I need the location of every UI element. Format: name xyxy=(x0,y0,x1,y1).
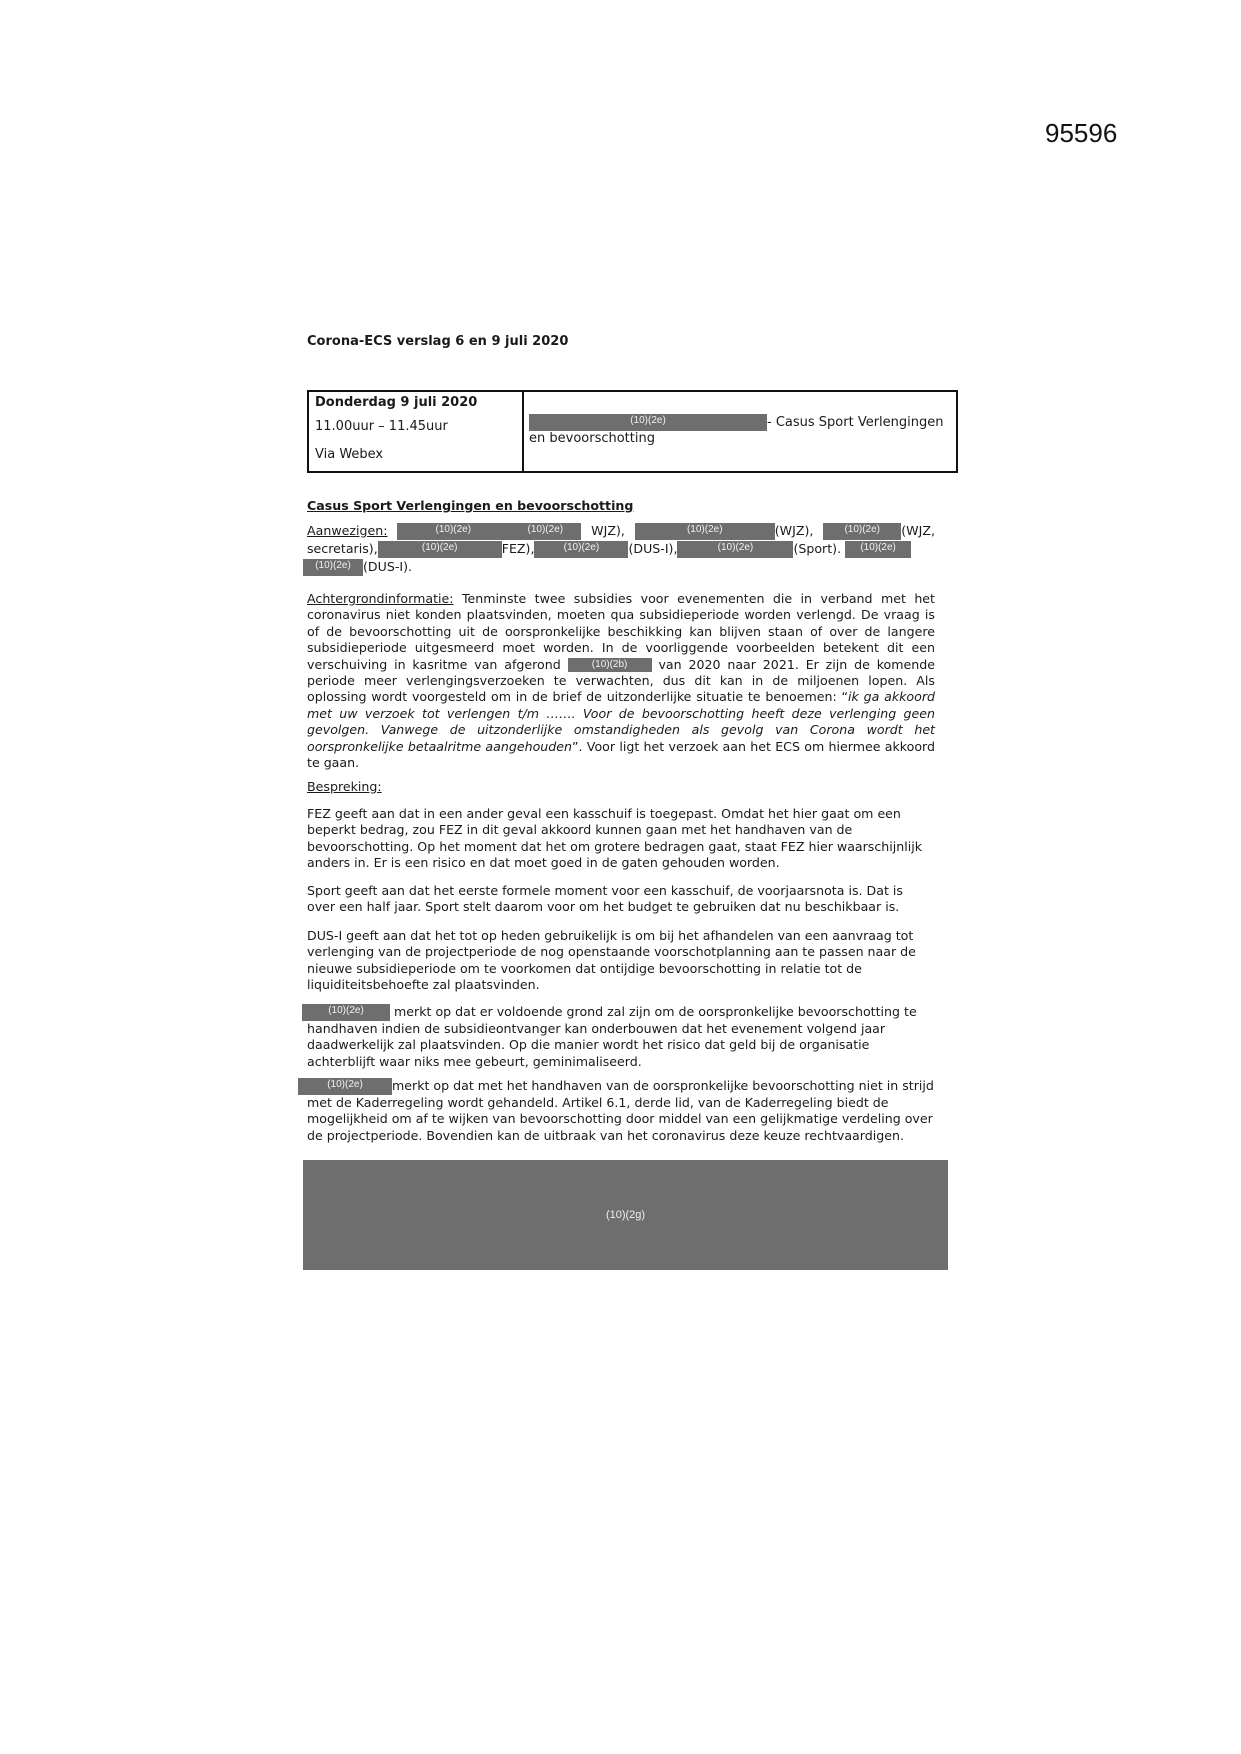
redaction-code: (10)(2g) xyxy=(605,1209,646,1221)
redaction-box: (10)(2e) xyxy=(534,541,628,558)
discussion-label: Bespreking: xyxy=(307,779,382,794)
redaction-box: (10)(2e) xyxy=(303,559,363,576)
background-text: ”. Voor ligt het verzoek aan het ECS om hiermee akkoord te gaan. xyxy=(307,738,935,771)
meeting-details xyxy=(309,392,524,471)
redaction-box: (10)(2e) xyxy=(378,541,502,558)
redaction-box: (10)(2b) xyxy=(568,658,652,672)
meeting-topic-text: - Casus Sport Verlengingen en bevoorschotting xyxy=(529,415,944,446)
redaction-box: (10)(2e) xyxy=(529,414,767,431)
paragraph-remark-1 xyxy=(307,1004,935,1070)
attendee-text: (WJZ), xyxy=(774,523,814,538)
redaction-box: (10)(2e) xyxy=(845,541,911,558)
background-text: Tenminste twee subsidies voor evenementen die in verband met het coronavirus niet konden plaatsvinden, moeten qua subsidieperiode worden verlengd. De vraag is of de bevoorschotting uit de oorspronkelijke beschikking kan blijven staan of over de langere subsidieperiode uitgesmeerd moet worden. In de voorliggende voorbeelden betekent dit een verschuiving in kasritme van afgerond xyxy=(307,591,935,672)
paragraph-remark-2 xyxy=(307,1078,935,1144)
paragraph-fez: FEZ geeft aan dat in een ander geval een kasschuif is toegepast. Omdat het hier gaat om een beperkt bedrag, zou FEZ in dit geval akkoord kunnen gaan met het handhaven van de bevoorschotting. Op het moment dat het om grotere bedragen gaat, staat FEZ hier waarschijnlijk anders in. Er is een risico en dat moet goed in de gaten gehouden worden. xyxy=(307,806,923,871)
meeting-day: Donderdag 9 juli 2020 xyxy=(315,395,478,410)
attendee-text: secretaris), xyxy=(307,541,378,556)
attendee-text: (WJZ, xyxy=(901,523,935,538)
paragraph-dusi: DUS-I geeft aan dat het tot op heden gebruikelijk is om bij het afhandelen van een aanvraag tot verlenging van de projectperiode de nog openstaande voorschotplanning aan te passen naar de nieuwe subsidieperiode om te voorkomen dat ontijdige bevoorschotting in relatie tot de liquiditeitsbehoefte zal plaatsvinden. xyxy=(307,928,916,993)
redaction-box: (10)(2e) xyxy=(298,1078,392,1095)
attendee-text: FEZ), xyxy=(501,541,535,556)
attendees-paragraph xyxy=(307,522,935,576)
document-number: 95596 xyxy=(1045,118,1118,148)
background-text: van 2020 naar 2021. Er zijn de komende periode meer verlengingsverzoeken te verwachten, dus dit kan in de miljoenen lopen. Als oplossing wordt voorgesteld om in de brief de uitzonderlijke situatie te benoemen: “ xyxy=(307,656,935,705)
meeting-time: 11.00uur – 11.45uur xyxy=(315,419,448,434)
redaction-box: (10)(2e) xyxy=(302,1004,390,1021)
redaction-box: (10)(2e) xyxy=(397,523,509,540)
redaction-box: (10)(2e) xyxy=(635,523,775,540)
attendee-text: (DUS-I), xyxy=(628,541,678,556)
background-label: Achtergrondinformatie: xyxy=(307,591,454,606)
background-paragraph xyxy=(307,591,935,771)
background-quote: ik ga akkoord met uw verzoek tot verlengen t/m ……. Voor de bevoorschotting heeft deze verlenging geen gevolgen. Vanwege de uitzonderlijke omstandigheden als gevolg van Corona wordt het oorspronkelijke betaalritme aangehouden xyxy=(307,689,935,754)
attendees-label: Aanwezigen: xyxy=(307,523,388,538)
attendee-text: (DUS-I). xyxy=(363,559,412,574)
attendee-text: WJZ), xyxy=(591,523,625,538)
paragraph-sport: Sport geeft aan dat het eerste formele moment voor een kasschuif, de voorjaarsnota is. Dat is over een half jaar. Sport stelt daarom voor om het budget te gebruiken dat nu beschikbaar is. xyxy=(307,883,903,915)
redaction-box: (10)(2e) xyxy=(509,523,581,540)
remark-2-text: merkt op dat met het handhaven van de oorspronkelijke bevoorschotting niet in strijd met de Kaderregeling wordt gehandeld. Artikel 6.1, derde lid, van de Kaderregeling biedt de mogelijkheid om af te wijken van bevoorschotting door middel van een gelijkmatige verdeling over de projectperiode. Bovendien kan de uitbraak van het coronavirus deze keuze rechtvaardigen. xyxy=(307,1078,934,1143)
meeting-topic xyxy=(524,392,956,471)
redaction-box: (10)(2e) xyxy=(823,523,901,540)
large-redaction-box xyxy=(303,1160,948,1270)
meeting-info-table xyxy=(307,390,958,473)
attendee-text: (Sport). xyxy=(793,541,842,556)
page-title: Corona-ECS verslag 6 en 9 juli 2020 xyxy=(307,334,569,349)
meeting-place: Via Webex xyxy=(315,447,384,462)
section-heading: Casus Sport Verlengingen en bevoorschotting xyxy=(307,498,634,513)
remark-1-text: merkt op dat er voldoende grond zal zijn om de oorspronkelijke bevoorschotting te handhaven indien de subsidieontvanger kan onderbouwen dat het evenement volgend jaar daadwerkelijk zal plaatsvinden. Op die manier wordt het risico dat geld bij de organisatie achterblijft waar niks mee gebeurt, geminimaliseerd. xyxy=(307,1004,917,1069)
redaction-box: (10)(2e) xyxy=(677,541,793,558)
